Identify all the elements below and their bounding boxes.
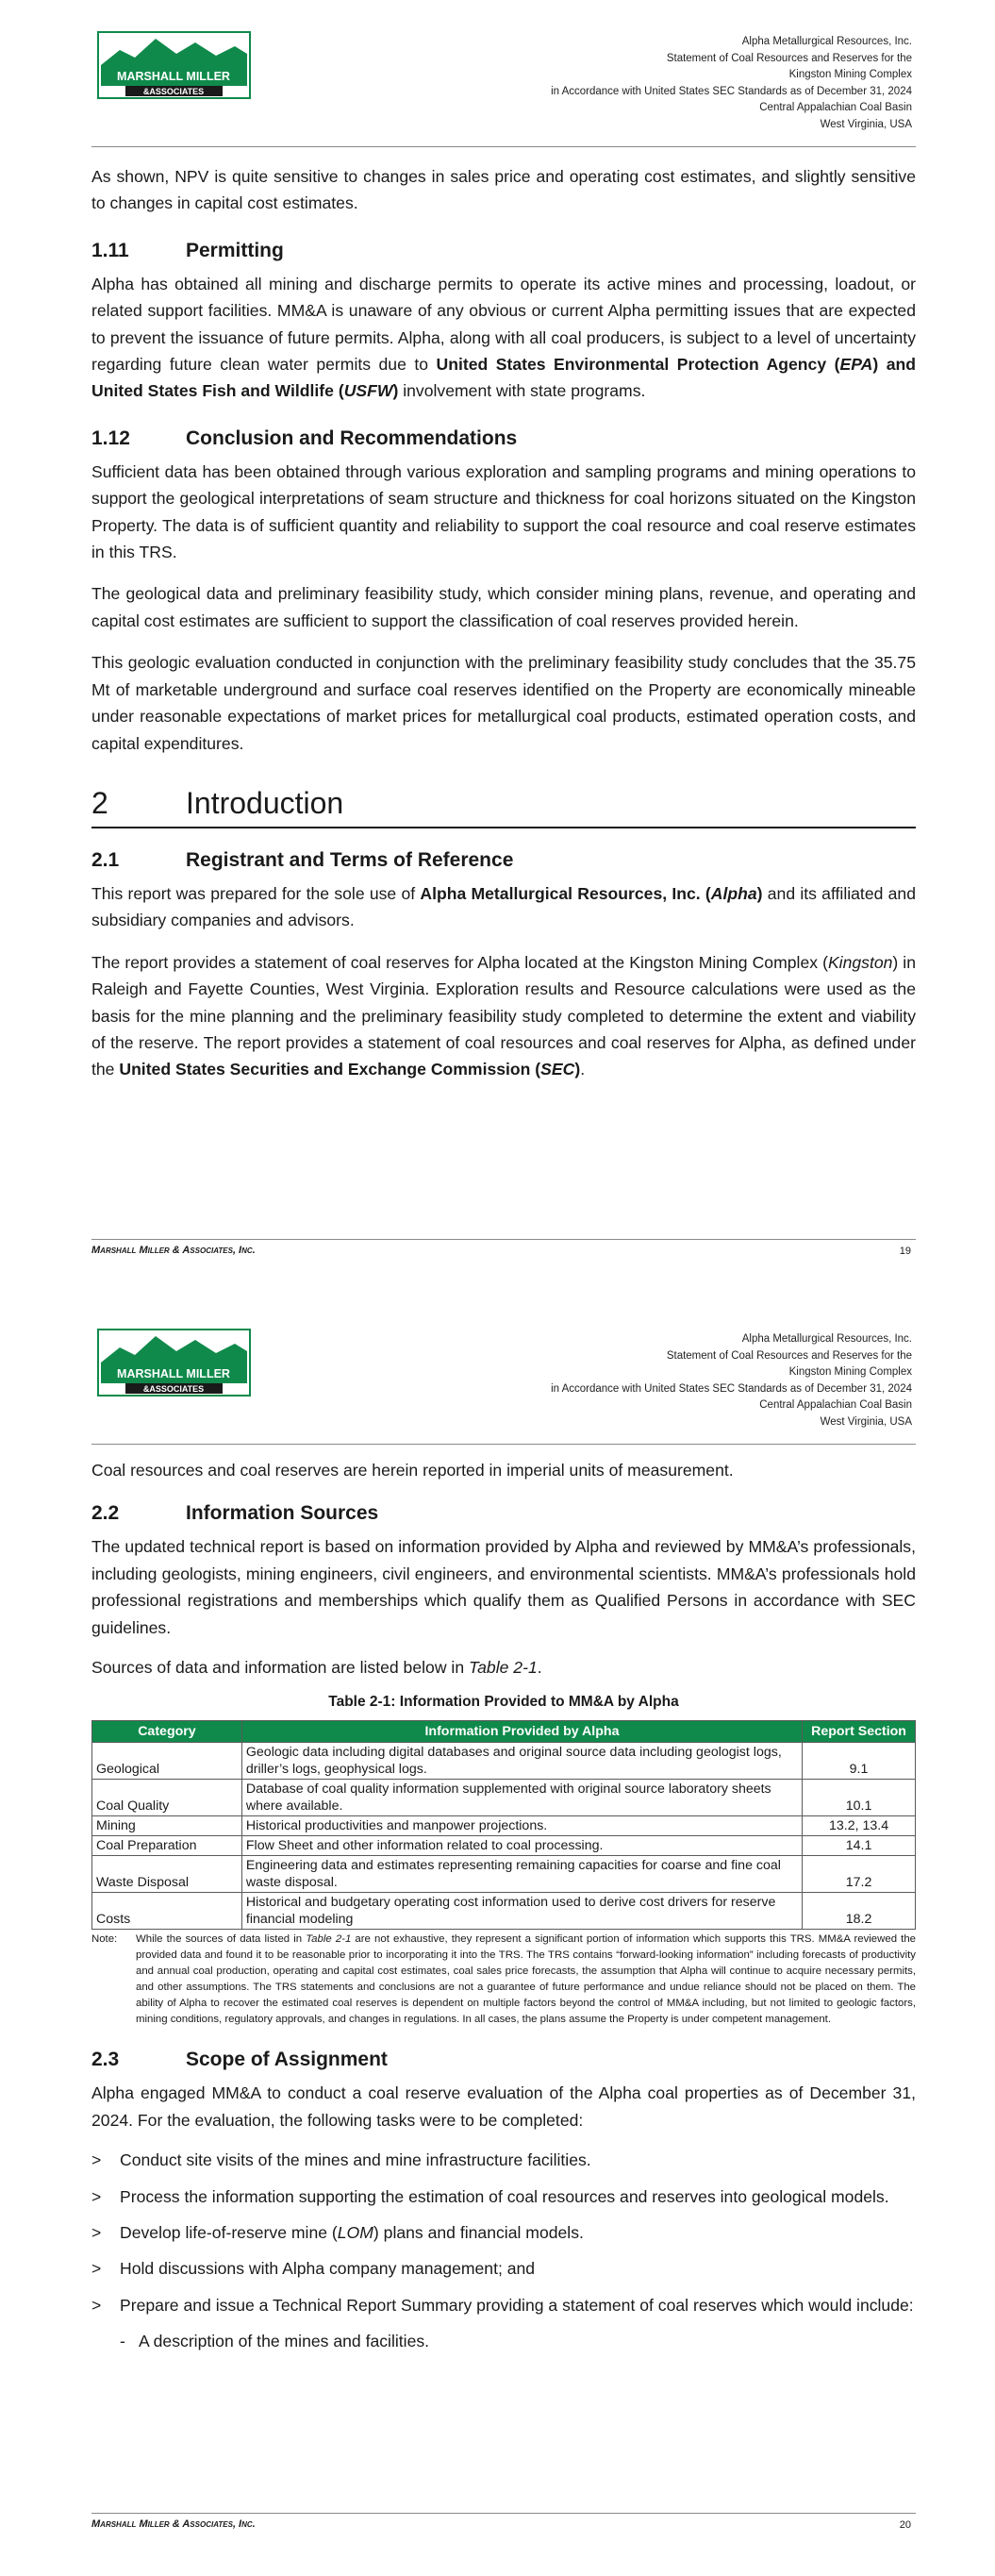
table-header-row: [92, 1721, 916, 1743]
list-item: > Hold discussions with Alpha company management; and: [91, 2255, 916, 2282]
scope-paragraph: Alpha engaged MM&A to conduct a coal reserve evaluation of the Alpha coal properties as of December 31, 2024. For the evaluation, the following tasks were to be completed:: [91, 2083, 916, 2130]
list-item: > Conduct site visits of the mines and mine infrastructure facilities.: [91, 2147, 916, 2173]
logo-text-bottom: &ASSOCIATES: [142, 87, 205, 96]
table-caption: Table 2-1: Information Provided to MM&A by Alpha: [328, 1694, 679, 1711]
table-cell: 18.2: [803, 1893, 916, 1930]
section-1-11-heading: 1.11 Permitting: [91, 239, 284, 261]
table-row: [92, 1743, 916, 1780]
header-line: Alpha Metallurgical Resources, Inc.: [741, 1333, 912, 1345]
registrant-paragraph-2: The report provides a statement of coal reserves for Alpha located at the Kingston Mining Complex (Kingston) in Raleigh and Fayette Counties, West Virginia. Exploration results and Resource calculations were used as the basis for the mine planning and the preliminary feasibility study completed to determine the extent and viability of the reserve. The report provides a statement of coal resources and coal reserves for Alpha, as defined under the United States Securities and Exchange Commission (SEC).: [91, 952, 917, 1079]
document-header: [346, 34, 912, 134]
section-2-3-heading: 2.3 Scope of Assignment: [91, 2049, 388, 2071]
table-cell: Historical and budgetary operating cost information used to derive cost drivers for reserve financial modeling: [241, 1893, 802, 1930]
header-divider: [91, 1444, 916, 1445]
table-cell: Historical productivities and manpower projections.: [241, 1816, 802, 1836]
page-number: 20: [899, 2519, 911, 2531]
header-line: Central Appalachian Coal Basin: [759, 102, 912, 114]
table-cell: 9.1: [803, 1743, 916, 1780]
footer-company: Marshall Miller & Associates, Inc.: [91, 2518, 256, 2530]
section-2-2-heading: 2.2 Information Sources: [91, 1502, 379, 1525]
logo-text-top: MARSHALL MILLER: [117, 70, 230, 83]
column-header: Category: [92, 1721, 242, 1743]
header-line: Statement of Coal Resources and Reserves for the: [666, 1349, 912, 1362]
table-cell: 14.1: [803, 1836, 916, 1856]
sources-reference-paragraph: Sources of data and information are listed below in Table 2-1.: [91, 1658, 542, 1678]
section-1-12-heading: 1.12 Conclusion and Recommendations: [91, 427, 518, 449]
task-list: [91, 2147, 916, 2318]
list-item: > Process the information supporting the estimation of coal resources and reserves into geological models.: [91, 2183, 916, 2210]
marshall-miller-logo: [97, 1329, 251, 1397]
note-text: While the sources of data listed in Table 2-1 are not exhaustive, they represent a significant portion of information which supports this TRS. MM&A reviewed the provided data and found it to be reasonable prior to incorporating it into the TRS. The TRS contains “forward-looking information” including forecasts of productivity and annual coal production, operating and capital cost estimates, coal sales price forecasts, the assumption that Alpha will continue to acquire necessary permits, and other assumptions. The TRS statements and conclusions are not a guarantee of future performance and undue reliance should not be placed on them. The ability of Alpha to recover the estimated coal reserves is dependent on multiple factors beyond the control of MM&A including, but not limited to geologic factors, mining conditions, regulatory approvals, and changes in regulations. In all cases, the plans assume the Property is under competent management.: [136, 1933, 916, 2026]
conclusion-paragraph-2: The geological data and preliminary feasibility study, which consider mining plans, revenue, and operating and capital cost estimates are sufficient to support the classification of coal reserves provided herein.: [91, 584, 916, 630]
table-cell: Costs: [92, 1893, 242, 1930]
table-note: [91, 1932, 916, 2028]
section-2-heading: 2 Introduction: [91, 783, 916, 828]
table-cell: Mining: [92, 1816, 242, 1836]
page-19-body: [91, 163, 916, 1083]
header-divider: [91, 146, 916, 147]
list-item: > Develop life-of-reserve mine (LOM) plans and financial models.: [91, 2219, 916, 2246]
registrant-paragraph-1: This report was prepared for the sole use of Alpha Metallurgical Resources, Inc. (Alpha) and its affiliated and subsidiary companies and advisors.: [91, 883, 916, 930]
table-row: [92, 1893, 916, 1930]
bullet-marker: >: [91, 2295, 102, 2315]
note-label: Note:: [91, 1933, 118, 1946]
table-cell: Waste Disposal: [92, 1856, 242, 1893]
footer-company: Marshall Miller & Associates, Inc.: [91, 1245, 256, 1256]
table-cell: Database of coal quality information supplemented with original source laboratory sheets where available.: [241, 1780, 802, 1816]
section-2-1-heading: 2.1 Registrant and Terms of Reference: [91, 848, 514, 871]
logo-text-top: MARSHALL MILLER: [117, 1367, 230, 1380]
sub-list: [91, 2328, 916, 2354]
page-footer: [91, 1239, 916, 1256]
header-line: Kingston Mining Complex: [788, 69, 912, 81]
table-cell: Coal Preparation: [92, 1836, 242, 1856]
page-footer: [91, 2513, 916, 2530]
table-cell: Geologic data including digital databases and original source data including geologist logs, driller’s logs, geophysical logs.: [241, 1743, 802, 1780]
document-header: [346, 1331, 912, 1431]
page-20-body: [91, 1457, 916, 2355]
table-cell: Flow Sheet and other information related to coal processing.: [241, 1836, 802, 1856]
conclusion-paragraph-1: Sufficient data has been obtained through various exploration and sampling programs and mining operations to support the geological interpretations of seam structure and thickness for coal horizons situated on the Kingston Property. The data is of sufficient quantity and reliability to support the coal resource and coal reserve estimates in this TRS.: [91, 461, 916, 562]
information-table: [91, 1720, 916, 1930]
bullet-marker: >: [91, 2259, 102, 2279]
logo-text-bottom: &ASSOCIATES: [142, 1384, 205, 1394]
table-row: [92, 1836, 916, 1856]
conclusion-paragraph-3: This geologic evaluation conducted in conjunction with the preliminary feasibility study concludes that the 35.75 Mt of marketable underground and surface coal reserves identified on the Property are economically mineable under reasonable expectations of market prices for metallurgical coal products, estimated operation costs, and capital expenditures.: [91, 653, 916, 753]
marshall-miller-logo: [97, 31, 251, 99]
page-20: [0, 1297, 995, 2576]
table-row: [92, 1856, 916, 1893]
header-line: in Accordance with United States SEC Standards as of December 31, 2024: [551, 85, 912, 97]
header-line: Central Appalachian Coal Basin: [759, 1399, 912, 1412]
bullet-marker: >: [91, 2186, 102, 2206]
header-line: West Virginia, USA: [820, 1415, 912, 1428]
table-cell: Engineering data and estimates representing remaining capacities for coarse and fine coal waste disposal.: [241, 1856, 802, 1893]
table-cell: Coal Quality: [92, 1780, 242, 1816]
bullet-marker: >: [91, 2223, 102, 2243]
table-cell: 13.2, 13.4: [803, 1816, 916, 1836]
table-row: [92, 1780, 916, 1816]
header-line: Alpha Metallurgical Resources, Inc.: [741, 36, 912, 47]
sub-list-item: - A description of the mines and facilities.: [91, 2328, 916, 2354]
permitting-paragraph: Alpha has obtained all mining and discharge permits to operate its active mines and processing, loadout, or related support facilities. MM&A is unaware of any obvious or current Alpha permitting issues that are expected to prevent the issuance of future permits. Alpha, along with all coal producers, is subject to a level of uncertainty regarding future clean water permits due to United States Environmental Protection Agency (EPA) and United States Fish and Wildlife (USFW) involvement with state programs.: [91, 274, 916, 401]
table-cell: 17.2: [803, 1856, 916, 1893]
units-paragraph: Coal resources and coal reserves are herein reported in imperial units of measurement.: [91, 1461, 734, 1480]
header-line: Kingston Mining Complex: [788, 1366, 912, 1379]
header-line: West Virginia, USA: [820, 118, 912, 130]
table-row: [92, 1816, 916, 1836]
table-cell: 10.1: [803, 1780, 916, 1816]
column-header: Report Section: [803, 1721, 916, 1743]
header-line: in Accordance with United States SEC Standards as of December 31, 2024: [551, 1382, 912, 1395]
page-number: 19: [899, 1246, 911, 1257]
list-item: > Prepare and issue a Technical Report Summary providing a statement of coal reserves which would include:: [91, 2292, 916, 2318]
information-sources-paragraph: The updated technical report is based on information provided by Alpha and reviewed by MM&A’s professionals, including geologists, mining engineers, civil engineers, and environmental scientists. MM&A’s professionals hold professional registrations and memberships which qualify them as Qualified Persons in accordance with SEC guidelines.: [91, 1537, 916, 1637]
column-header: Information Provided by Alpha: [241, 1721, 802, 1743]
npv-paragraph: As shown, NPV is quite sensitive to changes in sales price and operating cost estimates, and slightly sensitive to changes in capital cost estimates.: [91, 167, 916, 213]
header-line: Statement of Coal Resources and Reserves for the: [666, 52, 912, 64]
table-cell: Geological: [92, 1743, 242, 1780]
bullet-marker: >: [91, 2150, 102, 2170]
dash-marker: -: [120, 2332, 125, 2351]
